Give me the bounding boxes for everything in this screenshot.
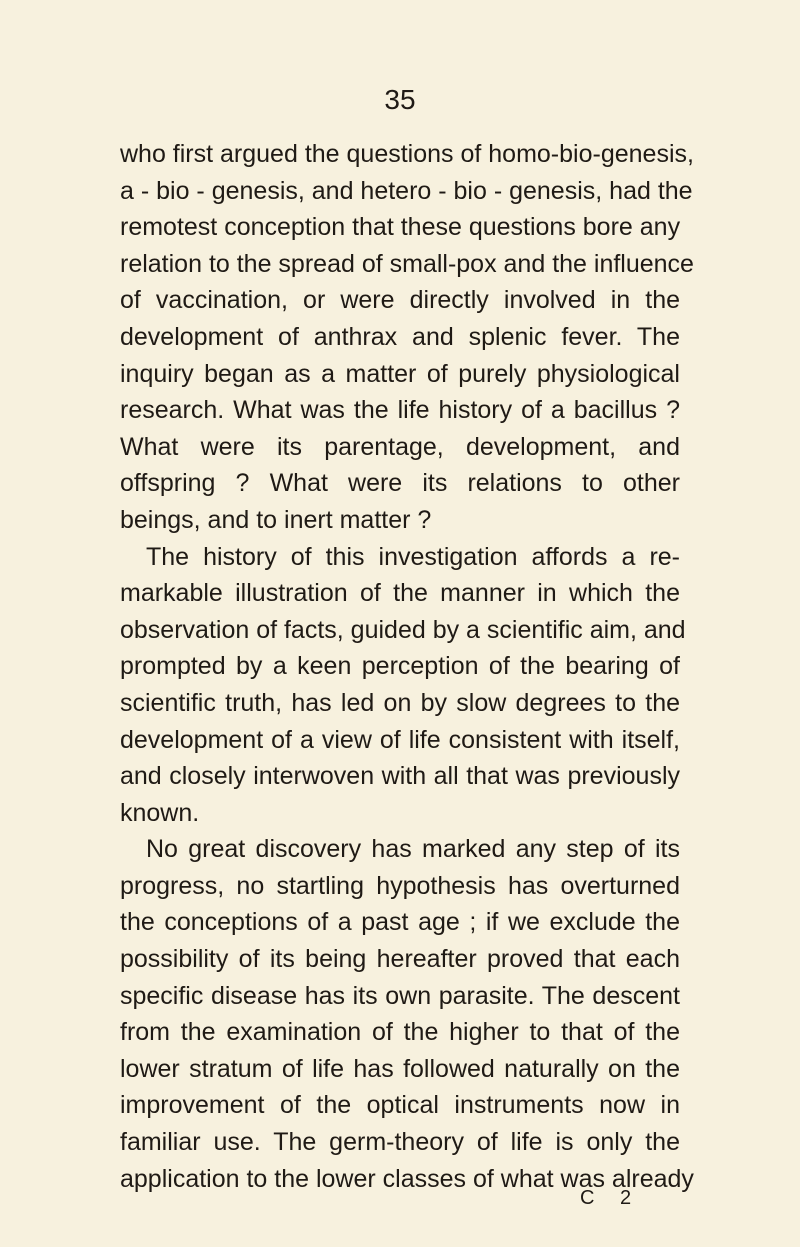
text-line: who first argued the questions of homo-bio-genesis, bbox=[120, 140, 694, 168]
text-line: relation to the spread of small-pox and the influence bbox=[120, 249, 694, 278]
text-line: familiar use. The germ-theory of life is only the bbox=[120, 1128, 680, 1157]
text-line: What were its parentage, development, and bbox=[120, 432, 680, 461]
text-line: development of anthrax and splenic fever. The bbox=[120, 322, 680, 351]
text-line: specific disease has its own parasite. The descent bbox=[120, 981, 680, 1010]
text-line: prompted by a keen perception of the bearing of bbox=[120, 652, 680, 681]
text-line: possibility of its being hereafter proved that each bbox=[120, 945, 680, 974]
text-line: No great discovery has marked any step of its bbox=[146, 835, 680, 864]
text-line: remotest conception that these questions bore any bbox=[120, 213, 681, 242]
body-text bbox=[120, 136, 694, 1197]
text-line: from the examination of the higher to that of the bbox=[120, 1018, 680, 1047]
text-line: improvement of the optical instruments now in bbox=[120, 1091, 680, 1120]
text-line: scientific truth, has led on by slow degrees to the bbox=[120, 688, 680, 717]
text-line: beings, and to inert matter ? bbox=[120, 505, 432, 534]
text-line: a - bio - genesis, and hetero - bio - genesis, had the bbox=[120, 176, 693, 205]
text-line: The history of this investigation affords a re- bbox=[146, 542, 680, 571]
text-line: inquiry began as a matter of purely physiological bbox=[120, 359, 680, 388]
text-line: application to the lower classes of what was already bbox=[120, 1164, 694, 1193]
text-line: and closely interwoven with all that was previously bbox=[120, 762, 680, 791]
text-line: of vaccination, or were directly involved in the bbox=[120, 286, 680, 315]
text-line: lower stratum of life has followed naturally on the bbox=[120, 1054, 680, 1083]
text-line: offspring ? What were its relations to other bbox=[120, 469, 680, 498]
text-line: observation of facts, guided by a scientific aim, and bbox=[120, 615, 686, 644]
text-line: development of a view of life consistent with itself, bbox=[120, 725, 680, 754]
text-line: markable illustration of the manner in which the bbox=[120, 579, 680, 608]
signature-mark: C 2 bbox=[580, 1187, 642, 1209]
text-line: research. What was the life history of a bacillus ? bbox=[120, 396, 680, 425]
page-number: 35 bbox=[384, 84, 416, 115]
text-line: known. bbox=[120, 798, 200, 827]
text-line: the conceptions of a past age ; if we exclude the bbox=[120, 908, 680, 937]
text-line: progress, no startling hypothesis has overturned bbox=[120, 871, 680, 900]
